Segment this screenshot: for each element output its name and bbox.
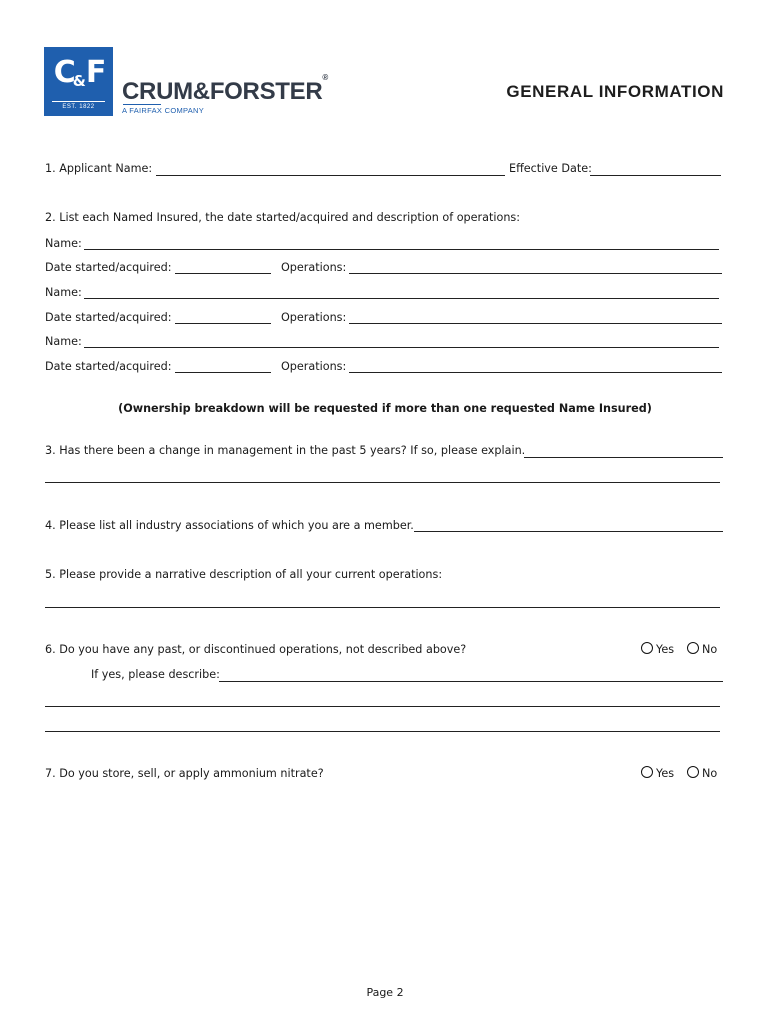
discontinued-ops-no-option[interactable]: No xyxy=(687,642,717,656)
brand-name: CRUM&FORSTER® xyxy=(122,73,328,105)
named-insured-question: 2. List each Named Insured, the date started/acquired and description of operations: xyxy=(45,211,521,224)
industry-associations-question: 4. Please list all industry associations of which you are a member. xyxy=(45,519,414,532)
logo-established: EST. 1822 xyxy=(52,101,105,112)
discontinued-ops-followup-label: If yes, please describe: xyxy=(91,668,220,681)
discontinued-ops-description-field[interactable] xyxy=(219,681,723,682)
operations-narrative-field[interactable] xyxy=(45,607,720,608)
named-insured-2-ops-label: Operations: xyxy=(281,311,347,324)
ownership-note: (Ownership breakdown will be requested if more than one requested Name Insured) xyxy=(118,402,652,415)
named-insured-2-ops-field[interactable] xyxy=(349,323,722,324)
page-number: Page 2 xyxy=(366,986,404,999)
radio-icon[interactable] xyxy=(641,642,653,654)
effective-date-field[interactable] xyxy=(590,175,721,176)
discontinued-ops-question: 6. Do you have any past, or discontinued operations, not described above? xyxy=(45,643,467,656)
named-insured-3-ops-field[interactable] xyxy=(349,372,722,373)
named-insured-3-date-field[interactable] xyxy=(175,372,271,373)
named-insured-1-name-field[interactable] xyxy=(84,249,719,250)
named-insured-1-name-label: Name: xyxy=(45,237,82,250)
named-insured-3-date-label: Date started/acquired: xyxy=(45,360,172,373)
page-title: GENERAL INFORMATION xyxy=(506,82,724,101)
management-change-field[interactable] xyxy=(524,457,723,458)
brand-sub-rule xyxy=(123,104,161,105)
management-change-field-2[interactable] xyxy=(45,482,720,483)
radio-icon[interactable] xyxy=(687,642,699,654)
radio-icon[interactable] xyxy=(641,766,653,778)
operations-narrative-question: 5. Please provide a narrative description of all your current operations: xyxy=(45,568,443,581)
discontinued-ops-yes-option[interactable]: Yes xyxy=(641,642,674,656)
effective-date-label: Effective Date: xyxy=(509,162,592,175)
ammonium-nitrate-question: 7. Do you store, sell, or apply ammonium nitrate? xyxy=(45,767,324,780)
brand-tagline: A FAIRFAX COMPANY xyxy=(122,106,205,115)
discontinued-ops-description-field-2[interactable] xyxy=(45,706,720,707)
ammonium-nitrate-yes-option[interactable]: Yes xyxy=(641,766,674,780)
management-change-question: 3. Has there been a change in management in the past 5 years? If so, please explain. xyxy=(45,444,526,457)
named-insured-1-date-field[interactable] xyxy=(175,273,271,274)
named-insured-3-name-field[interactable] xyxy=(84,347,719,348)
named-insured-3-name-label: Name: xyxy=(45,335,82,348)
named-insured-1-ops-label: Operations: xyxy=(281,261,347,274)
industry-associations-field[interactable] xyxy=(414,531,723,532)
applicant-name-field[interactable] xyxy=(156,175,505,176)
named-insured-3-ops-label: Operations: xyxy=(281,360,347,373)
ammonium-nitrate-no-option[interactable]: No xyxy=(687,766,717,780)
radio-icon[interactable] xyxy=(687,766,699,778)
named-insured-2-date-field[interactable] xyxy=(175,323,271,324)
logo-monogram: C&F xyxy=(53,55,104,90)
named-insured-2-name-label: Name: xyxy=(45,286,82,299)
named-insured-2-name-field[interactable] xyxy=(84,298,719,299)
named-insured-2-date-label: Date started/acquired: xyxy=(45,311,172,324)
named-insured-1-ops-field[interactable] xyxy=(349,273,722,274)
named-insured-1-date-label: Date started/acquired: xyxy=(45,261,172,274)
discontinued-ops-description-field-3[interactable] xyxy=(45,731,720,732)
company-logo xyxy=(44,47,113,116)
applicant-name-label: 1. Applicant Name: xyxy=(45,162,153,175)
